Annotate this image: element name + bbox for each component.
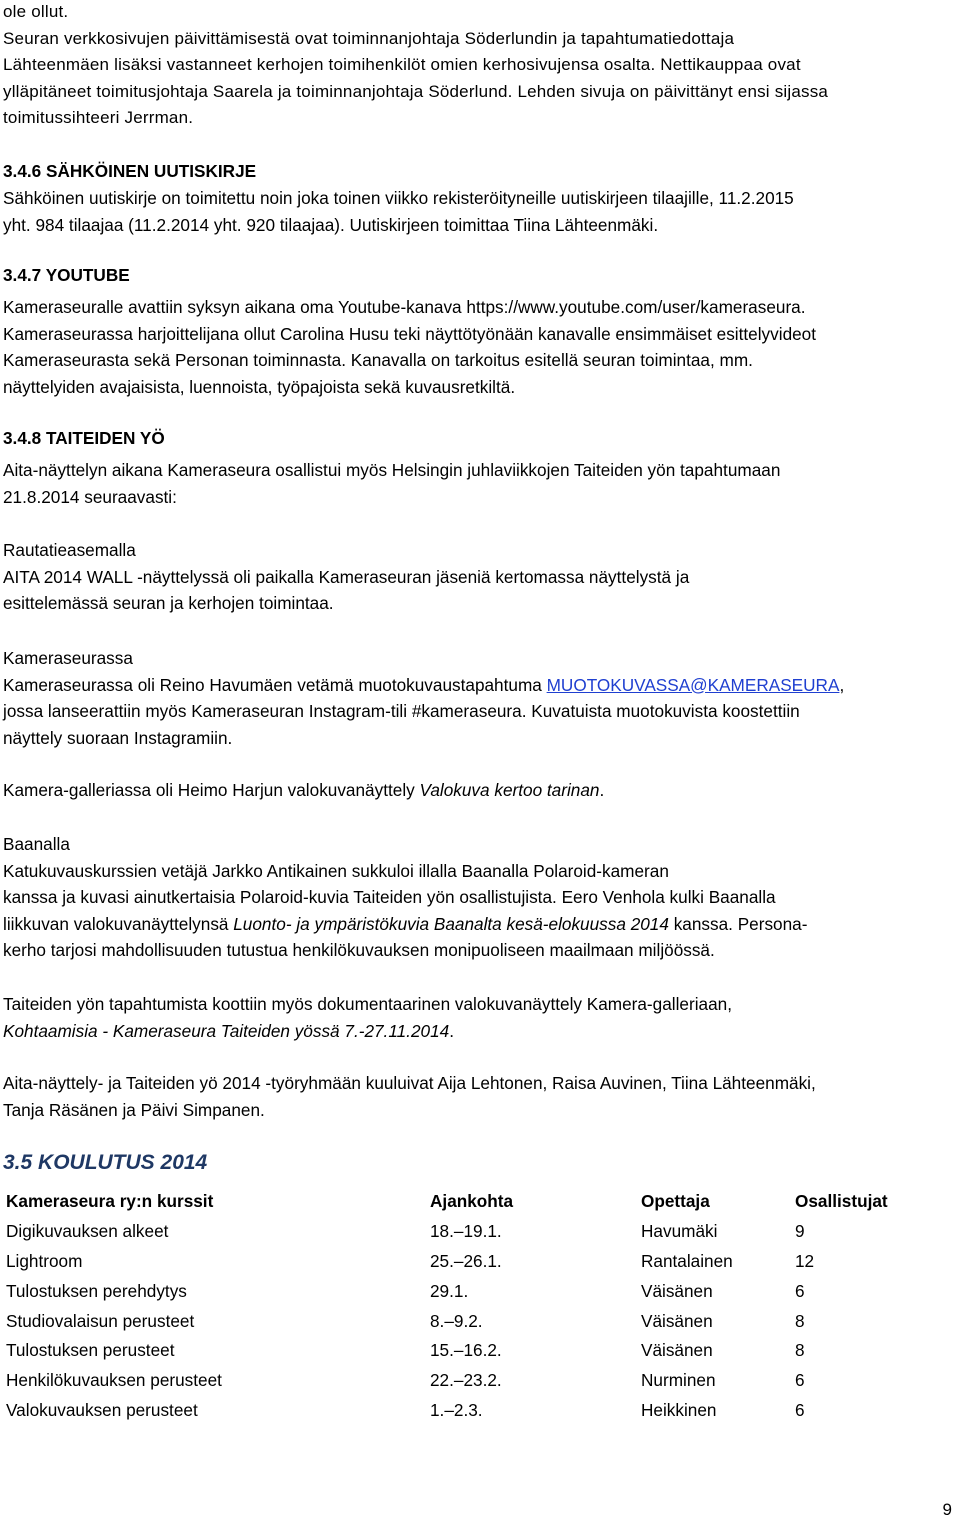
date-cell: 8.–9.2. [430, 1310, 483, 1331]
date-cell: 18.–19.1. [430, 1221, 502, 1242]
text-line: 21.8.2014 seuraavasti: [3, 486, 177, 507]
section-heading-3-4-6: 3.4.6 SÄHKÖINEN UUTISKIRJE [3, 161, 257, 181]
column-header: Ajankohta [430, 1191, 514, 1212]
text-line: ole ollut. [3, 2, 69, 21]
teacher-cell: Nurminen [641, 1370, 716, 1391]
subsection-title: Kameraseurassa [3, 648, 133, 668]
participants-cell: 8 [795, 1340, 805, 1361]
table-header-row [6, 1187, 935, 1217]
text-line: Aita-näyttely- ja Taiteiden yö 2014 -työryhmään kuuluivat Aija Lehtonen, Raisa Auvinen, Tiina Lähteenmäki, [3, 1073, 816, 1093]
date-cell: 29.1. [430, 1280, 469, 1301]
koottiin-block [3, 991, 732, 1044]
galleria-line [3, 777, 604, 804]
text-line: näyttelyiden avajaisista, luennoista, työpajoista sekä kuvausretkiltä. [3, 376, 516, 397]
table-row [6, 1336, 935, 1366]
text-line: Seuran verkkosivujen päivittämisestä ovat toiminnanjohtaja Söderlundin ja tapahtumatiedottaja [3, 28, 735, 48]
teacher-cell: Väisänen [641, 1310, 713, 1331]
taiteiden-yo-intro [3, 457, 780, 510]
section-heading-3-4-8: 3.4.8 TAITEIDEN YÖ [3, 428, 165, 448]
text-line: toimitussihteeri Jerrman. [3, 108, 194, 128]
teacher-cell: Heikkinen [641, 1399, 717, 1420]
intro-paragraph [3, 0, 828, 132]
table-row [6, 1276, 935, 1306]
text-line [3, 212, 794, 239]
course-name-cell: Tulostuksen perehdytys [6, 1280, 187, 1301]
text-line [3, 911, 807, 938]
text-span: Uutiskirjeen toimittaa Tiina Lähteenmäki. [349, 214, 659, 235]
column-header: Kameraseura ry:n kurssit [6, 1191, 214, 1212]
section-heading-3-4-7: 3.4.7 YOUTUBE [3, 265, 130, 285]
text-line: Katukuvauskurssien vetäjä Jarkko Antikainen sukkuloi illalla Baanalla Polaroid-kameran [3, 860, 669, 881]
course-name-cell: Valokuvauksen perusteet [6, 1399, 198, 1420]
date-cell: 25.–26.1. [430, 1250, 502, 1271]
youtube-paragraph [3, 294, 816, 400]
text-line: Taiteiden yön tapahtumista koottiin myös dokumentaarinen valokuvanäyttely Kamera-galleriaan, [3, 994, 732, 1014]
text-line: kanssa ja kuvasi ainutkertaisia Polaroid-kuvia Taiteiden yön osallistujista. Eero Venhola kulki Baanalla [3, 887, 776, 908]
rautatieasemalla-block [3, 537, 689, 617]
date-cell: 1.–2.3. [430, 1399, 483, 1420]
kameraseurassa-block [3, 645, 844, 751]
column-header: Osallistujat [795, 1191, 888, 1212]
participants-cell: 6 [795, 1370, 805, 1391]
text-line: Kameraseurassa harjoittelijana ollut Carolina Husu teki näyttötyönään kanavalle ensimmäiset esittelyvideot [3, 323, 817, 344]
text-line: ylläpitäneet toimitusjohtaja Saarela ja toiminnanjohtaja Söderlund. Lehden sivuja on päivittänyt ensi sijassa [3, 81, 829, 101]
exhibition-title: Luonto- ja ympäristökuvia Baanalta kesä-elokuussa 2014 [233, 913, 669, 934]
text-line: Sähköinen uutiskirje on toimitettu noin joka toinen viikko rekisteröityneille uutiskirjeen tilaajille, 11.2.2015 [3, 188, 794, 208]
text-span: . [599, 780, 605, 800]
text-line: AITA 2014 WALL -näyttelyssä oli paikalla Kameraseuran jäseniä kertomassa näyttelystä ja [3, 566, 690, 587]
exhibition-title: Kohtaamisia - Kameraseura Taiteiden yössä 7.-27.11.2014 [3, 1020, 450, 1041]
courses-table [6, 1187, 935, 1425]
course-name-cell: Studiovalaisun perusteet [6, 1310, 195, 1331]
exhibition-title: Valokuva kertoo tarinan [419, 780, 600, 800]
text-line: Kameraseurasta sekä Personan toiminnasta. Kanavalla on tarkoitus esitellä seuran toimintaa, mm. [3, 350, 753, 371]
teacher-cell: Rantalainen [641, 1250, 733, 1271]
text-span: Kameraseurassa oli Reino Havumäen vetämä muotokuvaustapahtuma [3, 674, 547, 695]
column-header: Opettaja [641, 1191, 710, 1212]
section-heading-3-5: 3.5 KOULUTUS 2014 [3, 1151, 208, 1174]
table-row [6, 1247, 935, 1277]
teacher-cell: Väisänen [641, 1280, 713, 1301]
page-number: 9 [942, 1500, 952, 1519]
text-line [3, 1018, 732, 1045]
text-line: Tanja Räsänen ja Päivi Simpanen. [3, 1099, 265, 1120]
text-span: Kamera-galleriassa oli Heimo Harjun valokuvanäyttely [3, 780, 420, 800]
text-line: Lähteenmäen lisäksi vastanneet kerhojen toimihenkilöt omien kerhosivujensa osalta. Nettikauppaa ovat [3, 55, 801, 75]
text-span: , [839, 674, 845, 695]
muotokuvassa-link[interactable]: MUOTOKUVASSA@KAMERASEURA [546, 674, 840, 695]
text-line: Aita-näyttelyn aikana Kameraseura osallistui myös Helsingin juhlaviikkojen Taiteiden yön tapahtumaan [3, 460, 781, 480]
text-span: liikkuvan valokuvanäyttelynsä [3, 913, 234, 934]
date-cell: 15.–16.2. [430, 1340, 502, 1361]
table-row [6, 1396, 935, 1426]
course-name-cell: Lightroom [6, 1250, 83, 1271]
course-name-cell: Digikuvauksen alkeet [6, 1221, 169, 1242]
participants-cell: 6 [795, 1280, 805, 1301]
course-name-cell: Henkilökuvauksen perusteet [6, 1370, 222, 1391]
subsection-title: Baanalla [3, 834, 70, 854]
text-line: kerho tarjosi mahdollisuuden tutustua henkilökuvauksen monipuoliseen maailmaan miljöössä. [3, 940, 715, 961]
table-row [6, 1306, 935, 1336]
table-row [6, 1217, 935, 1247]
text-line: Kameraseuralle avattiin syksyn aikana oma Youtube-kanava https://www.youtube.com/user/kameraseura. [3, 297, 806, 317]
date-cell: 22.–23.2. [430, 1370, 502, 1391]
text-line: näyttely suoraan Instagramiin. [3, 727, 233, 748]
subsection-title: Rautatieasemalla [3, 540, 136, 560]
text-span: yht. 984 tilaajaa (11.2.2014 yht. 920 tilaajaa). [3, 214, 350, 235]
teacher-cell: Havumäki [641, 1221, 718, 1242]
text-line: jossa lanseerattiin myös Kameraseuran Instagram-tili #kameraseura. Kuvatuista muotokuvista koostettiin [3, 701, 800, 722]
newsletter-paragraph [3, 185, 794, 238]
tyoryhma-block [3, 1070, 816, 1123]
baanalla-block [3, 831, 807, 964]
teacher-cell: Väisänen [641, 1340, 713, 1361]
table-row [6, 1366, 935, 1396]
participants-cell: 6 [795, 1399, 805, 1420]
text-span: . [449, 1020, 454, 1041]
participants-cell: 12 [795, 1250, 815, 1271]
course-name-cell: Tulostuksen perusteet [6, 1340, 175, 1361]
text-line: esittelemässä seuran ja kerhojen toimintaa. [3, 593, 334, 614]
participants-cell: 8 [795, 1310, 805, 1331]
participants-cell: 9 [795, 1221, 805, 1242]
text-line [3, 672, 844, 699]
text-span: kanssa. Persona- [668, 913, 808, 934]
